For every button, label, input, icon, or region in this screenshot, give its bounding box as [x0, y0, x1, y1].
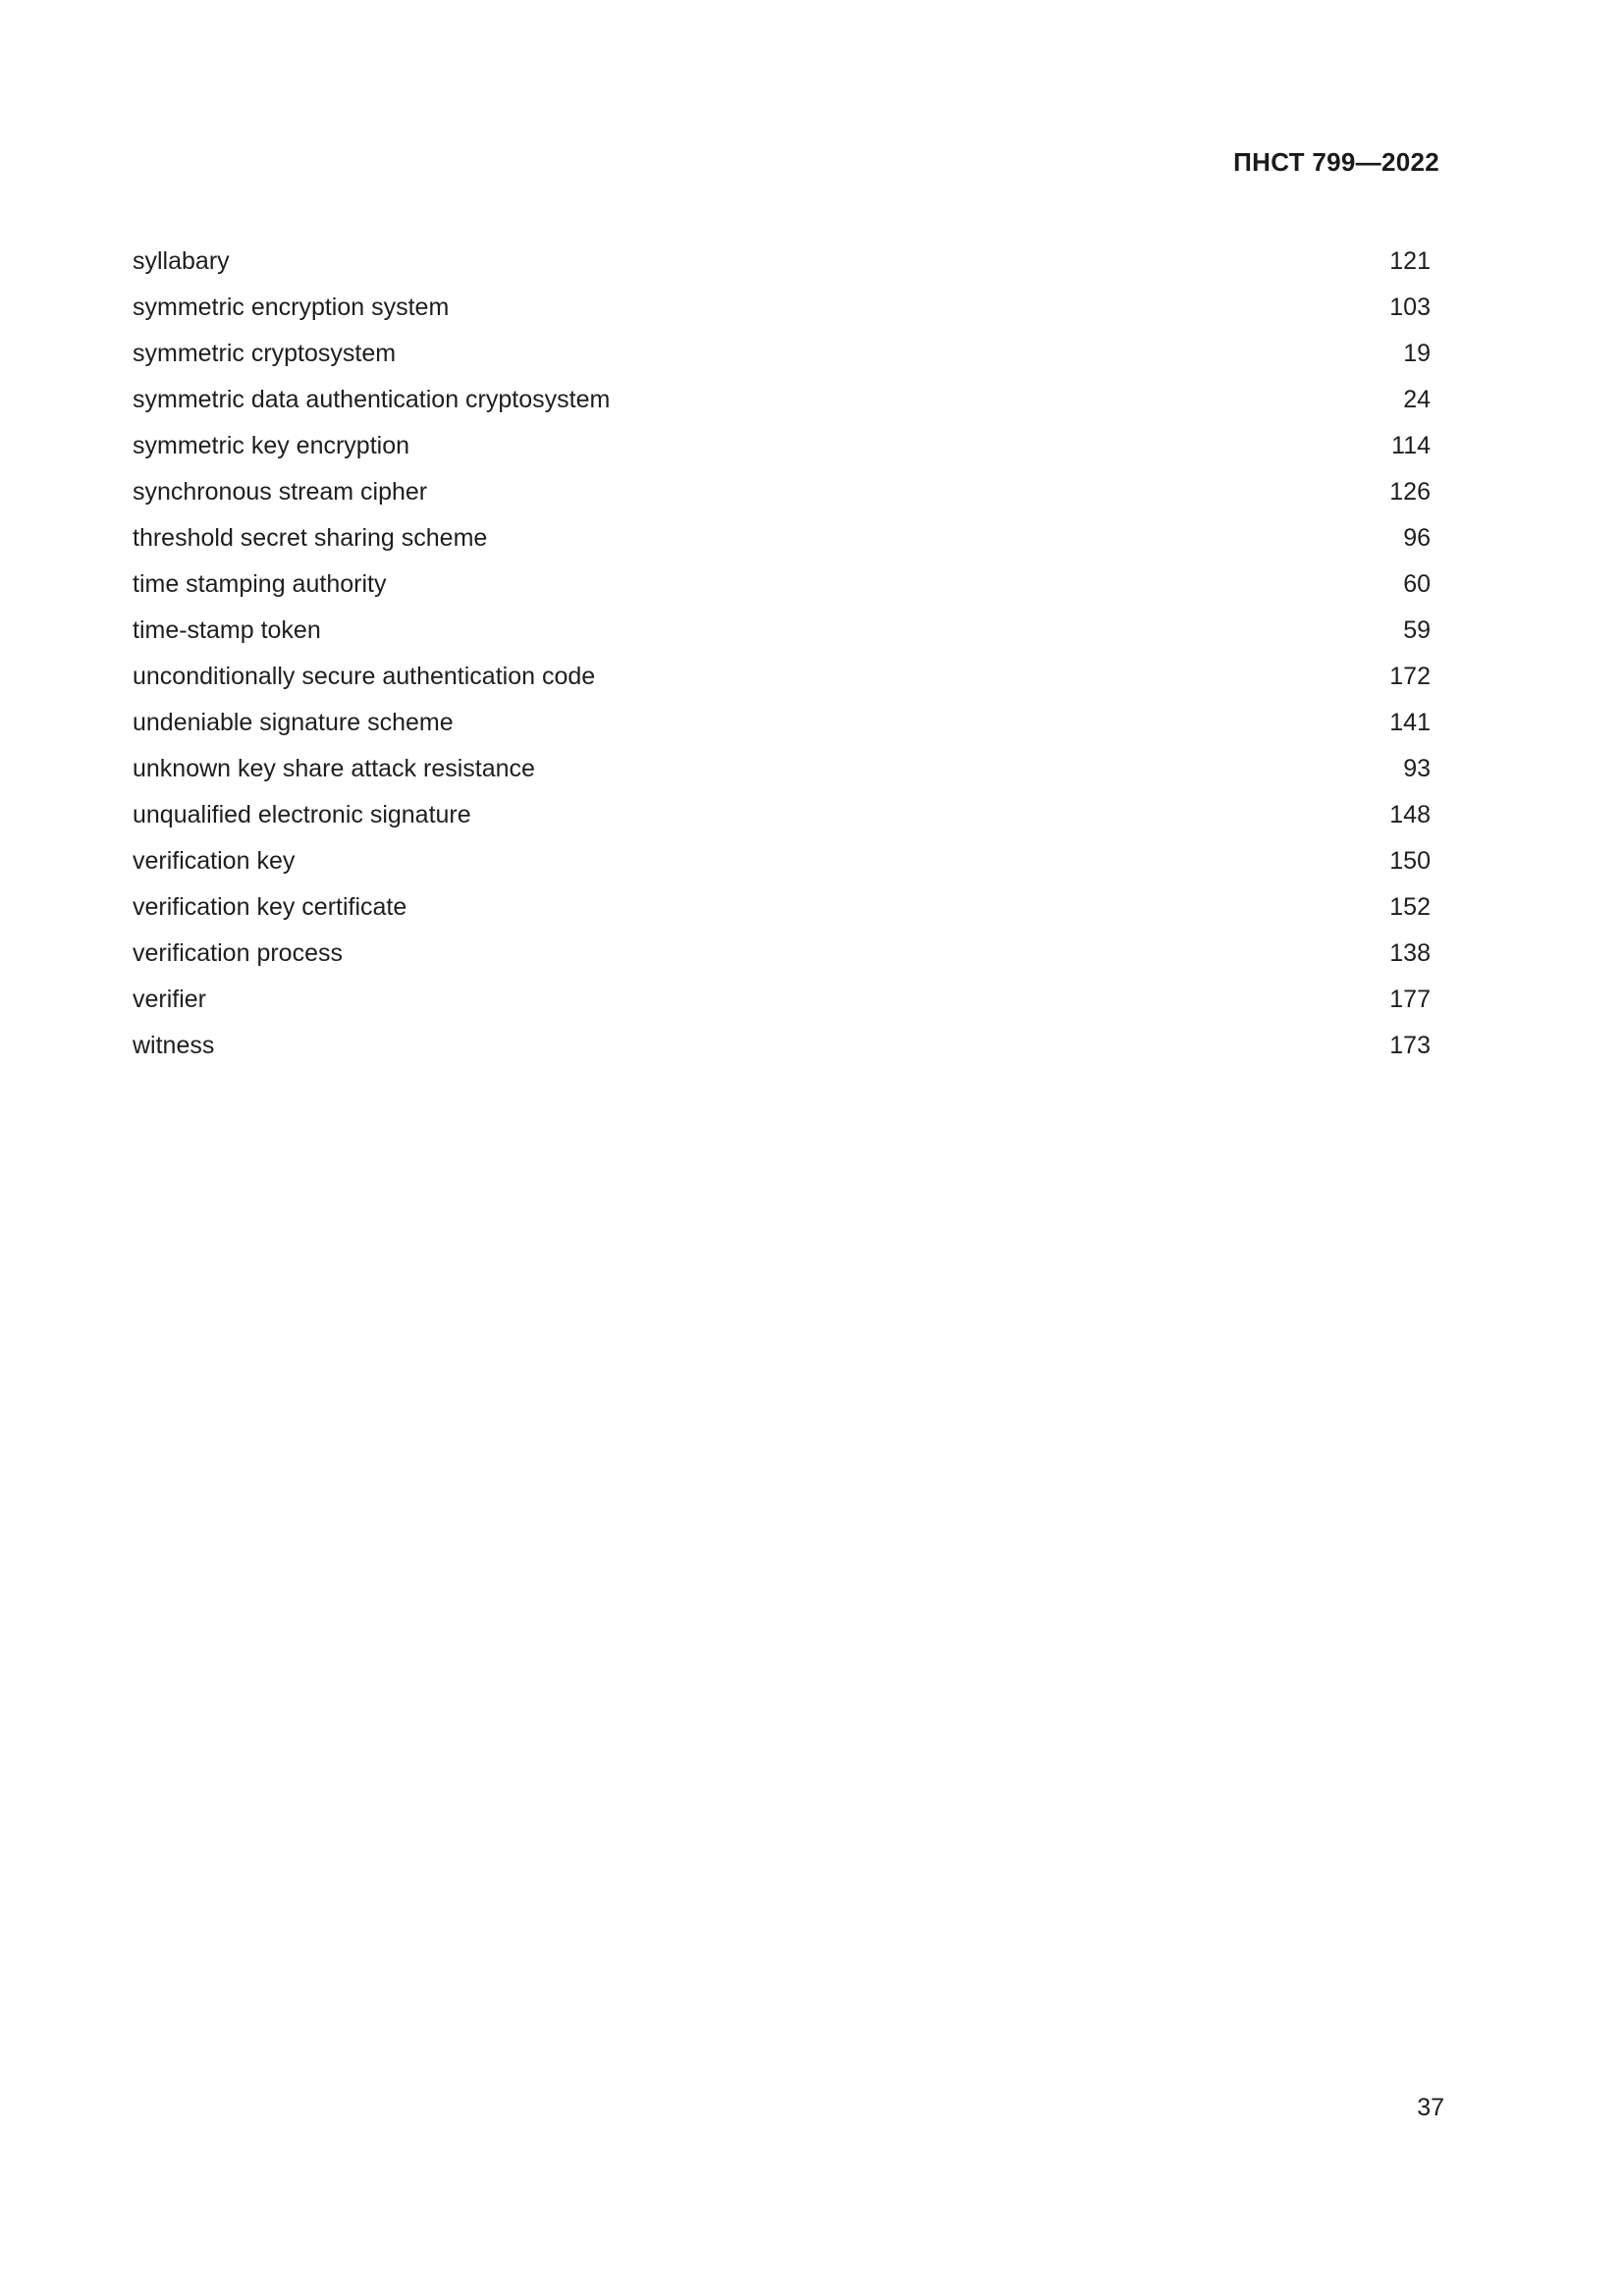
- index-term: verification key: [133, 847, 296, 875]
- index-entry: [133, 654, 1431, 700]
- index-entry: [133, 285, 1431, 331]
- index-entry: [133, 1023, 1431, 1069]
- index-term: unqualified electronic signature: [133, 801, 471, 828]
- index-entry: [133, 239, 1431, 285]
- index-term: time stamping authority: [133, 570, 387, 598]
- index-term: symmetric encryption system: [133, 294, 450, 321]
- index-entry: [133, 423, 1431, 469]
- index-page-ref: 103: [1389, 294, 1431, 321]
- index-page-ref: 59: [1403, 616, 1431, 644]
- index-page-ref: 24: [1403, 386, 1431, 413]
- index-term: synchronous stream cipher: [133, 478, 428, 506]
- index-page-ref: 172: [1389, 663, 1431, 690]
- index-entry: [133, 377, 1431, 423]
- index-page-ref: 121: [1389, 247, 1431, 275]
- index-term: verification key certificate: [133, 893, 407, 921]
- index-entry: [133, 931, 1431, 977]
- index-entry: [133, 515, 1431, 561]
- index-term: syllabary: [133, 247, 230, 275]
- index-term: verifier: [133, 986, 207, 1013]
- index-entry: [133, 977, 1431, 1023]
- index-entry: [133, 884, 1431, 931]
- index-entry: [133, 792, 1431, 838]
- index-entry: [133, 608, 1431, 654]
- index-entry: [133, 469, 1431, 515]
- index-entry: [133, 331, 1431, 377]
- index-page-ref: 148: [1389, 801, 1431, 828]
- page-number: 37: [1417, 2094, 1444, 2121]
- document-code-header: ПНСТ 799—2022: [1233, 147, 1439, 177]
- index-entry: [133, 700, 1431, 746]
- index-page-ref: 60: [1403, 570, 1431, 598]
- index-term: time-stamp token: [133, 616, 321, 644]
- index-term: threshold secret sharing scheme: [133, 524, 488, 552]
- index-page-ref: 152: [1389, 893, 1431, 921]
- index-page-ref: 177: [1389, 986, 1431, 1013]
- term-index-list: [133, 239, 1431, 1069]
- index-page-ref: 114: [1391, 432, 1431, 459]
- index-term: symmetric data authentication cryptosystem: [133, 386, 611, 413]
- index-page-ref: 19: [1403, 340, 1431, 367]
- index-term: unconditionally secure authentication code: [133, 663, 596, 690]
- index-term: unknown key share attack resistance: [133, 755, 535, 782]
- index-entry: [133, 746, 1431, 792]
- index-page-ref: 138: [1389, 939, 1431, 967]
- index-page-ref: 126: [1389, 478, 1431, 506]
- index-page-ref: 141: [1389, 709, 1431, 736]
- index-page-ref: 150: [1389, 847, 1431, 875]
- index-page-ref: 93: [1403, 755, 1431, 782]
- index-page-ref: 173: [1389, 1032, 1431, 1059]
- index-entry: [133, 838, 1431, 884]
- index-term: witness: [133, 1032, 215, 1059]
- index-term: symmetric key encryption: [133, 432, 410, 459]
- index-term: undeniable signature scheme: [133, 709, 454, 736]
- index-entry: [133, 561, 1431, 608]
- index-term: verification process: [133, 939, 343, 967]
- index-page-ref: 96: [1403, 524, 1431, 552]
- index-term: symmetric cryptosystem: [133, 340, 397, 367]
